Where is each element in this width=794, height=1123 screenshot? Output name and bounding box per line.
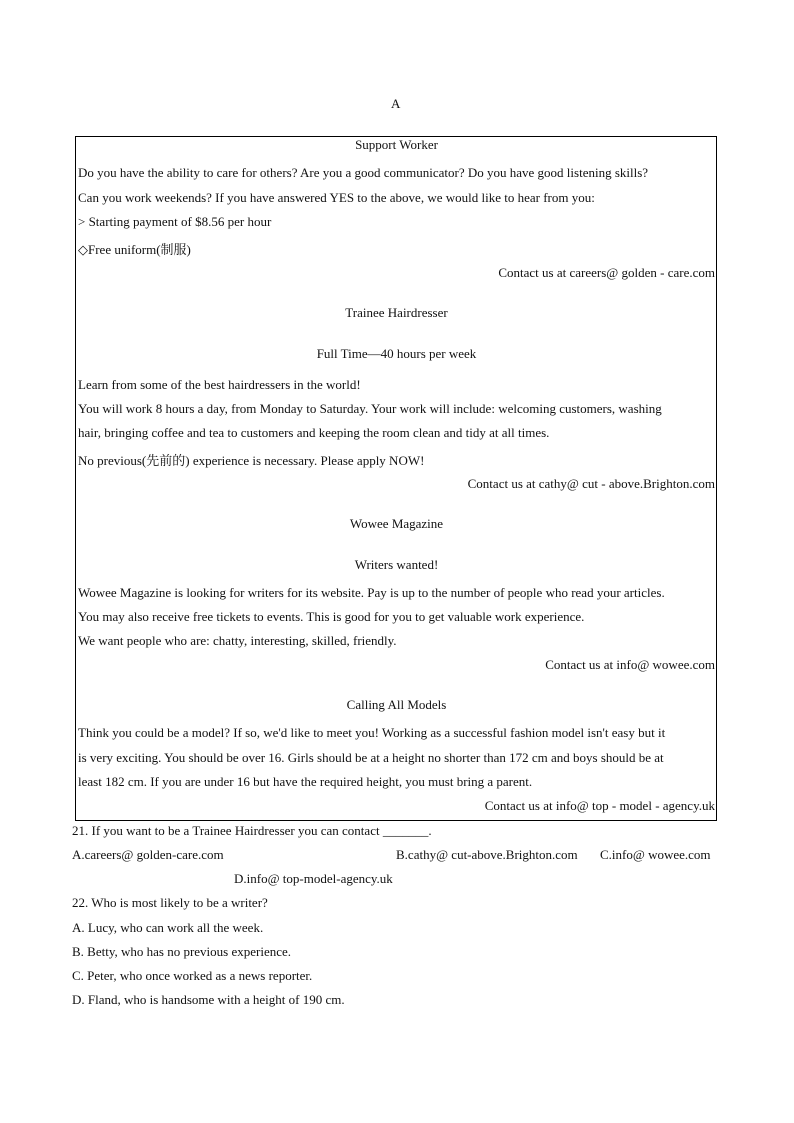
ad-contact: Contact us at cathy@ cut - above.Brighton.com: [467, 476, 715, 491]
ad-contact: Contact us at info@ top - model - agency.uk: [484, 798, 715, 813]
ad-text-line: least 182 cm. If you are under 16 but have the required height, you must bring a parent.: [78, 774, 533, 789]
section-label: A: [391, 96, 401, 111]
ad-contact: Contact us at info@ wowee.com: [545, 657, 715, 672]
ad-text-line: Can you work weekends? If you have answered YES to the above, we would like to hear from you:: [78, 190, 595, 205]
ad-text-line: You will work 8 hours a day, from Monday to Saturday. Your work will include: welcoming customers, washing: [78, 401, 662, 416]
ad-text-line: We want people who are: chatty, interesting, skilled, friendly.: [78, 633, 397, 648]
ad-title-trainee-hairdresser: Trainee Hairdresser: [345, 305, 448, 320]
ad-text-line: hair, bringing coffee and tea to customers and keeping the room clean and tidy at all times.: [78, 425, 550, 440]
ad-contact: Contact us at careers@ golden - care.com: [498, 265, 715, 280]
option-c: C. Peter, who once worked as a news reporter.: [72, 968, 313, 983]
ad-subtitle: Full Time—40 hours per week: [316, 346, 477, 361]
ad-text-line: > Starting payment of $8.56 per hour: [78, 214, 272, 229]
ad-text-line: Wowee Magazine is looking for writers for its website. Pay is up to the number of people who read your articles.: [78, 585, 665, 600]
ad-title-support-worker: Support Worker: [355, 137, 438, 152]
ad-title-calling-all-models: Calling All Models: [346, 697, 447, 712]
ad-subtitle: Writers wanted!: [354, 557, 439, 572]
question-21-stem: 21. If you want to be a Trainee Hairdresser you can contact _______.: [72, 823, 432, 838]
option-a: A. Lucy, who can work all the week.: [72, 920, 264, 935]
ad-text-line: No previous(先前的) experience is necessary. Please apply NOW!: [78, 453, 425, 468]
ad-text-line: Do you have the ability to care for others? Are you a good communicator? Do you have good listening skills?: [78, 165, 649, 180]
option-b: B.cathy@ cut-above.Brighton.com: [396, 847, 578, 862]
question-22-stem: 22. Who is most likely to be a writer?: [72, 895, 268, 910]
option-c: C.info@ wowee.com: [600, 847, 711, 862]
option-a: A.careers@ golden-care.com: [72, 847, 224, 862]
ad-title-wowee-magazine: Wowee Magazine: [349, 516, 444, 531]
ad-text-line: Think you could be a model? If so, we'd like to meet you! Working as a successful fashion model isn't easy but it: [78, 725, 666, 740]
ad-text-line: You may also receive free tickets to events. This is good for you to get valuable work experience.: [78, 609, 585, 624]
ad-text-line: Learn from some of the best hairdressers in the world!: [78, 377, 361, 392]
option-d: D. Fland, who is handsome with a height of 190 cm.: [72, 992, 345, 1007]
ad-text-line: is very exciting. You should be over 16. Girls should be at a height no shorter than 172 cm and boys should be at: [78, 750, 664, 765]
option-b: B. Betty, who has no previous experience.: [72, 944, 292, 959]
option-d: D.info@ top-model-agency.uk: [234, 871, 393, 886]
ad-text-line: ◇Free uniform(制服): [78, 242, 191, 257]
